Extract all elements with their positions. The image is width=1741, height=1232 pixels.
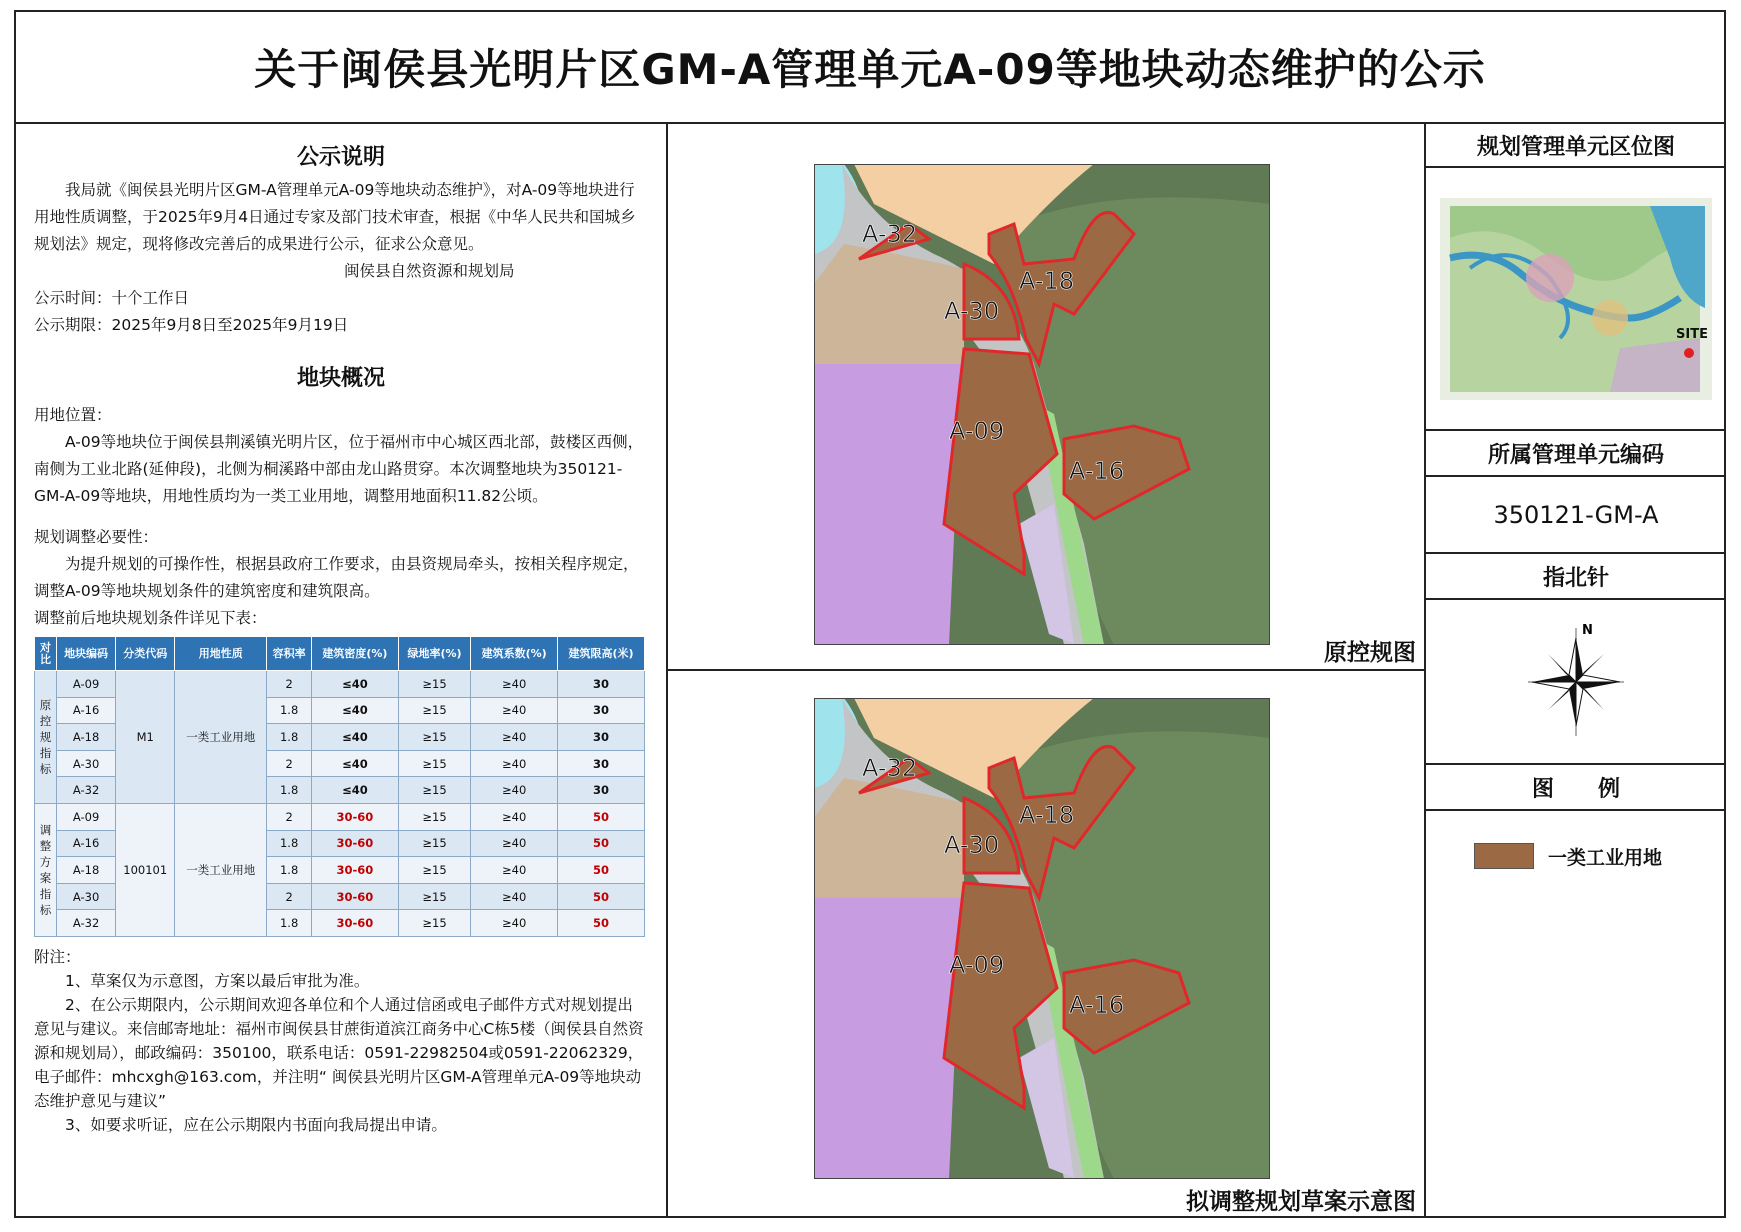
green-ratio-cell: ≥15 bbox=[398, 883, 470, 910]
purple-area bbox=[814, 898, 962, 1179]
land-use-cell: 一类工业用地 bbox=[175, 671, 267, 804]
legend-heading-cell bbox=[1426, 765, 1726, 811]
parcel-label: A-18 bbox=[1019, 801, 1075, 829]
legend-cell bbox=[1426, 811, 1726, 921]
parcel-label: A-16 bbox=[1069, 991, 1125, 1019]
table-header: 分类代码 bbox=[116, 637, 175, 671]
table-header: 建筑系数(%) bbox=[471, 637, 558, 671]
proposed-plan-map bbox=[814, 698, 1270, 1179]
height-limit-cell: 30 bbox=[558, 750, 645, 777]
table-body bbox=[35, 671, 645, 937]
height-limit-cell: 50 bbox=[558, 803, 645, 830]
height-limit-cell: 50 bbox=[558, 910, 645, 937]
comparison-group-cell: 调 整 方 案 指 标 bbox=[35, 803, 57, 936]
site-label: SITE bbox=[1676, 326, 1708, 342]
far-cell: 1.8 bbox=[267, 857, 312, 884]
table-row bbox=[35, 671, 645, 698]
density-cell: 30-60 bbox=[311, 830, 398, 857]
height-limit-cell: 30 bbox=[558, 671, 645, 698]
building-coef-cell: ≥40 bbox=[471, 777, 558, 804]
notice-heading: 公示说明 bbox=[296, 145, 385, 170]
necessity-text: 为提升规划的可操作性，根据县政府工作要求，由县资规局牵头，按相关程序规定，调整A-09等地块规划条件的建筑密度和建筑限高。 bbox=[34, 555, 639, 600]
notice-period: 公示期限：2025年9月8日至2025年9月19日 bbox=[34, 316, 349, 334]
north-label: N bbox=[1582, 622, 1593, 638]
location-heading: 规划管理单元区位图 bbox=[1476, 134, 1675, 160]
planning-conditions-table bbox=[34, 636, 645, 937]
table-header: 绿地率(%) bbox=[398, 637, 470, 671]
parcel-code-cell: A-18 bbox=[57, 724, 116, 751]
unit-code-heading: 所属管理单元编码 bbox=[1487, 442, 1664, 468]
parcel-code-cell: A-32 bbox=[57, 910, 116, 937]
density-cell: ≤40 bbox=[311, 750, 398, 777]
legend-swatch bbox=[1474, 843, 1534, 869]
height-limit-cell: 50 bbox=[558, 883, 645, 910]
notes-heading: 附注： bbox=[34, 947, 81, 966]
note-item: 3、如要求听证，应在公示期限内书面向我局提出申请。 bbox=[65, 1115, 447, 1134]
building-coef-cell: ≥40 bbox=[471, 857, 558, 884]
green-ratio-cell: ≥15 bbox=[398, 697, 470, 724]
parcel-code-cell: A-30 bbox=[57, 883, 116, 910]
location-text: A-09等地块位于闽侯县荆溪镇光明片区，位于福州市中心城区西北部，鼓楼区西侧，南侧为工业北路(延伸段)，北侧为桐溪路中部由龙山路贯穿。本次调整地块为350121-GM-A-09等地块，用地性质均为一类工业用地，调整用地面积11.82公顷。 bbox=[34, 433, 644, 505]
building-coef-cell: ≥40 bbox=[471, 803, 558, 830]
necessity-label: 规划调整必要性： bbox=[34, 528, 159, 546]
building-coef-cell: ≥40 bbox=[471, 724, 558, 751]
height-limit-cell: 50 bbox=[558, 830, 645, 857]
north-arrow-icon bbox=[1516, 622, 1636, 742]
height-limit-cell: 30 bbox=[558, 724, 645, 751]
location-label: 用地位置： bbox=[34, 406, 112, 424]
far-cell: 1.8 bbox=[267, 910, 312, 937]
green-ratio-cell: ≥15 bbox=[398, 671, 470, 698]
parcel-code-cell: A-16 bbox=[57, 697, 116, 724]
density-cell: 30-60 bbox=[311, 857, 398, 884]
building-coef-cell: ≥40 bbox=[471, 910, 558, 937]
green-ratio-cell: ≥15 bbox=[398, 750, 470, 777]
height-limit-cell: 50 bbox=[558, 857, 645, 884]
far-cell: 2 bbox=[267, 883, 312, 910]
notice-column bbox=[16, 124, 668, 1218]
notice-body: 我局就《闽侯县光明片区GM-A管理单元A-09等地块动态维护》，对A-09等地块进行用地性质调整，于2025年9月4日通过专家及部门技术审查，根据《中华人民共和国城乡规划法》规定，现将修改完善后的成果进行公示，征求公众意见。 bbox=[34, 181, 636, 253]
parcel-label: A-09 bbox=[949, 417, 1005, 445]
unit-code-heading-cell bbox=[1426, 431, 1726, 477]
parcel-label: A-32 bbox=[862, 754, 918, 782]
building-coef-cell: ≥40 bbox=[471, 883, 558, 910]
parcel-label: A-32 bbox=[862, 220, 918, 248]
unit-code: 350121-GM-A bbox=[1493, 500, 1659, 529]
far-cell: 1.8 bbox=[267, 830, 312, 857]
parcel-code-cell: A-16 bbox=[57, 830, 116, 857]
proposed-plan-panel bbox=[668, 671, 1424, 1218]
density-cell: 30-60 bbox=[311, 883, 398, 910]
green-ratio-cell: ≥15 bbox=[398, 910, 470, 937]
class-code-cell: 100101 bbox=[116, 803, 175, 936]
table-row bbox=[35, 803, 645, 830]
parcel-label: A-18 bbox=[1019, 267, 1075, 295]
site-marker-icon bbox=[1684, 348, 1694, 358]
green-ratio-cell: ≥15 bbox=[398, 724, 470, 751]
info-column bbox=[1426, 124, 1726, 1218]
land-use-cell: 一类工业用地 bbox=[175, 803, 267, 936]
parcel-code-cell: A-09 bbox=[57, 803, 116, 830]
density-cell: 30-60 bbox=[311, 910, 398, 937]
note-item: 1、草案仅为示意图，方案以最后审批为准。 bbox=[65, 971, 370, 990]
height-limit-cell: 30 bbox=[558, 777, 645, 804]
original-plan-caption: 原控规图 bbox=[1324, 640, 1416, 666]
building-coef-cell: ≥40 bbox=[471, 671, 558, 698]
notice-time: 公示时间：十个工作日 bbox=[34, 289, 190, 307]
maps-column bbox=[668, 124, 1426, 1218]
table-header-row bbox=[35, 637, 645, 671]
parcel-label: A-16 bbox=[1069, 457, 1125, 485]
table-header: 对比 bbox=[35, 637, 57, 671]
class-code-cell: M1 bbox=[116, 671, 175, 804]
parcel-code-cell: A-30 bbox=[57, 750, 116, 777]
location-heading-cell bbox=[1426, 124, 1726, 168]
far-cell: 2 bbox=[267, 671, 312, 698]
green-ratio-cell: ≥15 bbox=[398, 857, 470, 884]
table-header: 容积率 bbox=[267, 637, 312, 671]
parcel-label: A-09 bbox=[949, 951, 1005, 979]
page-frame bbox=[14, 10, 1726, 1218]
building-coef-cell: ≥40 bbox=[471, 750, 558, 777]
green-ratio-cell: ≥15 bbox=[398, 803, 470, 830]
height-limit-cell: 30 bbox=[558, 697, 645, 724]
table-intro: 调整前后地块规划条件详见下表： bbox=[34, 609, 267, 627]
parcel-code-cell: A-09 bbox=[57, 671, 116, 698]
green-ratio-cell: ≥15 bbox=[398, 777, 470, 804]
far-cell: 2 bbox=[267, 803, 312, 830]
parcel-label: A-30 bbox=[944, 831, 1000, 859]
parcel-code-cell: A-32 bbox=[57, 777, 116, 804]
table-header: 建筑限高(米) bbox=[558, 637, 645, 671]
original-plan-map bbox=[814, 164, 1270, 645]
density-cell: ≤40 bbox=[311, 671, 398, 698]
page-title: 关于闽侯县光明片区GM-A管理单元A-09等地块动态维护的公示 bbox=[16, 12, 1724, 124]
proposed-plan-caption: 拟调整规划草案示意图 bbox=[1186, 1189, 1416, 1215]
north-heading-cell bbox=[1426, 554, 1726, 600]
note-item: 2、在公示期限内，公示期间欢迎各单位和个人通过信函或电子邮件方式对规划提出意见与建议。来信邮寄地址：福州市闽侯县甘蔗街道滨江商务中心C栋5楼（闽侯县自然资源和规划局），邮政编码：350100，联系电话：0591-22982504或0591-22062329，电子邮件：mhcxgh@163.com，并注明“ 闽侯县光明片区GM-A管理单元A-09等地块动态维护意见与建议” bbox=[34, 995, 644, 1110]
far-cell: 1.8 bbox=[267, 777, 312, 804]
far-cell: 2 bbox=[267, 750, 312, 777]
density-cell: 30-60 bbox=[311, 803, 398, 830]
far-cell: 1.8 bbox=[267, 724, 312, 751]
comparison-group-cell: 原 控 规 指 标 bbox=[35, 671, 57, 804]
parcel-code-cell: A-18 bbox=[57, 857, 116, 884]
density-cell: ≤40 bbox=[311, 777, 398, 804]
green-ratio-cell: ≥15 bbox=[398, 830, 470, 857]
building-coef-cell: ≥40 bbox=[471, 830, 558, 857]
table-header: 用地性质 bbox=[175, 637, 267, 671]
overview-heading: 地块概况 bbox=[296, 366, 385, 391]
legend-heading: 图 例 bbox=[1531, 776, 1620, 802]
location-map bbox=[1440, 198, 1712, 400]
far-cell: 1.8 bbox=[267, 697, 312, 724]
legend-label: 一类工业用地 bbox=[1548, 847, 1663, 869]
building-coef-cell: ≥40 bbox=[471, 697, 558, 724]
location-map-cell bbox=[1426, 168, 1726, 431]
north-heading: 指北针 bbox=[1542, 565, 1609, 591]
density-cell: ≤40 bbox=[311, 724, 398, 751]
parcel-label: A-30 bbox=[944, 297, 1000, 325]
density-cell: ≤40 bbox=[311, 697, 398, 724]
table-header: 建筑密度(%) bbox=[311, 637, 398, 671]
notice-signature: 闽侯县自然资源和规划局 bbox=[344, 262, 515, 280]
purple-area bbox=[814, 364, 962, 645]
unit-code-cell bbox=[1426, 477, 1726, 554]
north-arrow-cell bbox=[1426, 600, 1726, 765]
original-plan-panel bbox=[668, 124, 1424, 671]
table-header: 地块编码 bbox=[57, 637, 116, 671]
